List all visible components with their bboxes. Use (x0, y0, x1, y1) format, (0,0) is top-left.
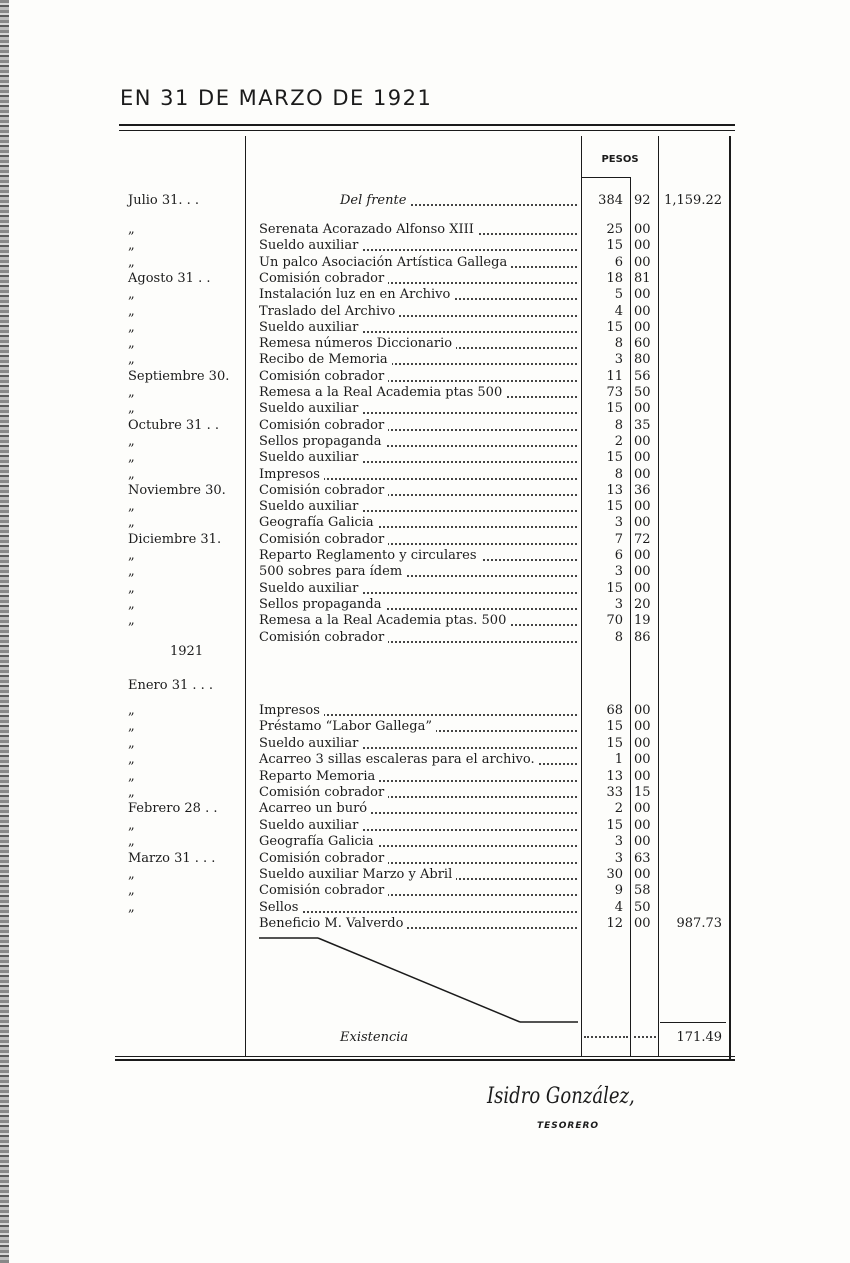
year-label: 1921 (170, 644, 204, 659)
balance-total: 171.49 (676, 1030, 722, 1045)
entry-date: Marzo 31 . . . (128, 850, 216, 866)
entry-date: „ (128, 254, 135, 270)
amount-cents: 00 (634, 703, 651, 718)
amount-pesos: 3 (614, 834, 623, 850)
amount-cents: 00 (634, 450, 651, 466)
running-total: 987.73 (676, 916, 722, 932)
entry-description: Reparto Memoria (259, 769, 379, 785)
entry-date: Febrero 28 . . (128, 801, 218, 817)
entry-description: Acarreo 3 sillas escaleras para el archivo. (259, 752, 539, 768)
amount-pesos: 11 (606, 368, 623, 384)
amount-pesos: 15 (606, 238, 623, 254)
amount-cents: 58 (634, 883, 651, 899)
amount-cents: 00 (634, 433, 651, 449)
entry-date: „ (128, 352, 135, 368)
entry-date: „ (128, 433, 135, 449)
amount-pesos: 15 (606, 499, 623, 515)
entry-date: „ (128, 336, 135, 352)
amount-pesos: 8 (614, 466, 623, 482)
amount-cents: 00 (634, 303, 651, 319)
entry-date: „ (128, 613, 135, 629)
amount-pesos: 2 (614, 801, 623, 817)
entry-description: Remesa a la Real Academia ptas 500 (259, 385, 506, 401)
entry-description: Sellos propaganda (259, 597, 386, 613)
entry-date: „ (128, 785, 135, 800)
entry-date: „ (128, 319, 135, 335)
amount-cents: 00 (634, 735, 651, 751)
amount-cents: 56 (634, 368, 651, 384)
amount-pesos: 15 (606, 401, 623, 417)
amount-cents: 60 (634, 336, 651, 352)
entry-date: „ (128, 580, 135, 596)
entry-date: „ (128, 401, 135, 417)
amount-pesos: 3 (614, 352, 623, 368)
entry-date: „ (128, 596, 135, 612)
entry-description: Acarreo un buró (259, 801, 371, 817)
amount-pesos: 12 (606, 916, 623, 932)
running-total: 1,159.22 (664, 193, 722, 208)
amount-pesos: 68 (606, 703, 623, 718)
entry-date: Agosto 31 . . (128, 270, 211, 286)
amount-pesos: 15 (606, 719, 623, 735)
amount-cents: 15 (634, 785, 651, 800)
entry-description: Préstamo “Labor Gallega” (259, 719, 436, 735)
entry-date: „ (128, 768, 135, 784)
amount-pesos: 4 (614, 899, 623, 915)
amount-pesos: 73 (606, 385, 623, 400)
entry-description: Sueldo auxiliar (259, 818, 362, 834)
amount-pesos: 8 (614, 336, 623, 352)
amount-pesos: 4 (614, 303, 623, 319)
entry-description: Comisión cobrador (259, 369, 388, 385)
amount-pesos: 15 (606, 817, 623, 833)
amount-pesos: 3 (614, 515, 623, 531)
amount-cents: 00 (634, 834, 651, 850)
amount-cents: 00 (634, 801, 651, 817)
amount-cents: 00 (634, 499, 651, 515)
entry-date: „ (128, 499, 135, 515)
amount-pesos: 6 (614, 548, 623, 563)
entry-description: Recibo de Memoria (259, 352, 392, 368)
amount-cents: 00 (634, 768, 651, 784)
entry-description: Sueldo auxiliar Marzo y Abril (259, 867, 456, 883)
entry-date: „ (128, 222, 135, 237)
amount-cents: 92 (634, 193, 651, 208)
amount-cents: 00 (634, 515, 651, 531)
treasurer-title: TESORERO (537, 1121, 600, 1131)
amount-cents: 00 (634, 580, 651, 596)
entry-date: „ (128, 303, 135, 319)
amount-cents: 00 (634, 752, 651, 768)
entry-date: „ (128, 515, 135, 531)
amount-pesos: 3 (614, 850, 623, 866)
amount-cents: 50 (634, 385, 651, 400)
entry-description: Comisión cobrador (259, 483, 388, 499)
pesos-column-header: PESOS (601, 154, 639, 165)
amount-cents: 80 (634, 352, 651, 368)
amount-cents: 72 (634, 531, 651, 547)
entry-date: „ (128, 817, 135, 833)
amount-cents: 81 (634, 270, 651, 286)
amount-pesos: 13 (606, 768, 623, 784)
entry-date: Noviembre 30. (128, 482, 226, 498)
amount-pesos: 33 (606, 785, 623, 800)
amount-pesos: 8 (614, 417, 623, 433)
page-heading: EN 31 DE MARZO DE 1921 (120, 86, 433, 110)
entry-description: Sellos (259, 900, 302, 916)
amount-cents: 00 (634, 319, 651, 335)
amount-pesos: 3 (614, 564, 623, 580)
entry-description: Sueldo auxiliar (259, 499, 362, 515)
entry-date: Enero 31 . . . (128, 678, 214, 693)
entry-description: Comisión cobrador (259, 271, 388, 287)
entry-description: Comisión cobrador (259, 883, 388, 899)
entry-date: „ (128, 703, 135, 718)
amount-pesos: 15 (606, 735, 623, 751)
balance-label: Existencia (340, 1030, 409, 1045)
amount-pesos: 15 (606, 580, 623, 596)
amount-pesos: 1 (614, 752, 623, 768)
entry-description: Serenata Acorazado Alfonso XIII (259, 222, 478, 238)
amount-cents: 00 (634, 401, 651, 417)
amount-pesos: 384 (598, 193, 623, 208)
entry-date: „ (128, 238, 135, 254)
amount-pesos: 13 (606, 482, 623, 498)
amount-cents: 63 (634, 850, 651, 866)
entry-description: Un palco Asociación Artística Gallega (259, 255, 511, 271)
amount-cents: 00 (634, 564, 651, 580)
entry-description: Sueldo auxiliar (259, 320, 362, 336)
entry-description: Geografía Galicia (259, 515, 378, 531)
amount-cents: 00 (634, 719, 651, 735)
entry-date: „ (128, 548, 135, 563)
amount-cents: 86 (634, 629, 651, 645)
entry-date: „ (128, 735, 135, 751)
entry-date: „ (128, 834, 135, 850)
amount-cents: 00 (634, 916, 651, 932)
entry-date: Septiembre 30. (128, 368, 230, 384)
amount-cents: 00 (634, 222, 651, 237)
entry-description: Sueldo auxiliar (259, 736, 362, 752)
amount-pesos: 3 (614, 596, 623, 612)
entry-description: Instalación luz en en Archivo (259, 287, 454, 303)
entry-date: „ (128, 883, 135, 899)
amount-cents: 00 (634, 238, 651, 254)
entry-date: „ (128, 466, 135, 482)
entry-description: Impresos (259, 467, 324, 483)
entry-description: Remesa números Diccionario (259, 336, 456, 352)
entry-description: Sueldo auxiliar (259, 581, 362, 597)
entry-description: Sueldo auxiliar (259, 401, 362, 417)
amount-cents: 00 (634, 548, 651, 563)
amount-pesos: 5 (614, 287, 623, 303)
entry-description: Sueldo auxiliar (259, 238, 362, 254)
entry-description: Comisión cobrador (259, 851, 388, 867)
entry-date: Octubre 31 . . (128, 417, 219, 433)
amount-cents: 00 (634, 817, 651, 833)
entry-description: Comisión cobrador (259, 630, 388, 646)
amount-pesos: 8 (614, 629, 623, 645)
entry-description: Comisión cobrador (259, 785, 388, 801)
entry-description: Impresos (259, 703, 324, 719)
entry-description: Beneficio M. Valverdo (259, 916, 407, 932)
amount-pesos: 2 (614, 433, 623, 449)
entry-description: Sueldo auxiliar (259, 450, 362, 466)
entry-date: „ (128, 450, 135, 466)
amount-cents: 20 (634, 596, 651, 612)
entry-description: Geografía Galicia (259, 834, 378, 850)
entry-description: Remesa a la Real Academia ptas. 500 (259, 613, 510, 629)
amount-pesos: 7 (614, 531, 623, 547)
entry-date: „ (128, 385, 135, 400)
amount-cents: 36 (634, 482, 651, 498)
entry-description: Traslado del Archivo (259, 304, 399, 320)
amount-cents: 50 (634, 899, 651, 915)
entry-date: „ (128, 719, 135, 735)
entry-date: „ (128, 564, 135, 580)
amount-pesos: 25 (606, 222, 623, 237)
amount-pesos: 9 (614, 883, 623, 899)
amount-pesos: 18 (606, 270, 623, 286)
amount-cents: 00 (634, 287, 651, 303)
amount-pesos: 15 (606, 450, 623, 466)
entry-description: Del frente (340, 193, 410, 209)
amount-cents: 00 (634, 867, 651, 882)
amount-pesos: 15 (606, 319, 623, 335)
amount-pesos: 70 (606, 613, 623, 629)
amount-cents: 35 (634, 417, 651, 433)
amount-cents: 19 (634, 613, 651, 629)
entry-description: 500 sobres para ídem (259, 564, 406, 580)
amount-cents: 00 (634, 254, 651, 270)
leader-dots (259, 752, 577, 768)
amount-pesos: 6 (614, 254, 623, 270)
entry-description: Comisión cobrador (259, 532, 388, 548)
entry-date: „ (128, 899, 135, 915)
entry-date: „ (128, 287, 135, 303)
amount-cents: 00 (634, 466, 651, 482)
amount-pesos: 30 (606, 867, 623, 882)
treasurer-signature: Isidro González, (487, 1084, 635, 1109)
entry-date: Julio 31. . . (128, 193, 200, 208)
entry-description: Comisión cobrador (259, 418, 388, 434)
entry-description: Sellos propaganda (259, 434, 386, 450)
entry-description: Reparto Reglamento y circulares (259, 548, 481, 564)
entry-date: Diciembre 31. (128, 531, 222, 547)
entry-date: „ (128, 867, 135, 882)
entry-date: „ (128, 752, 135, 768)
